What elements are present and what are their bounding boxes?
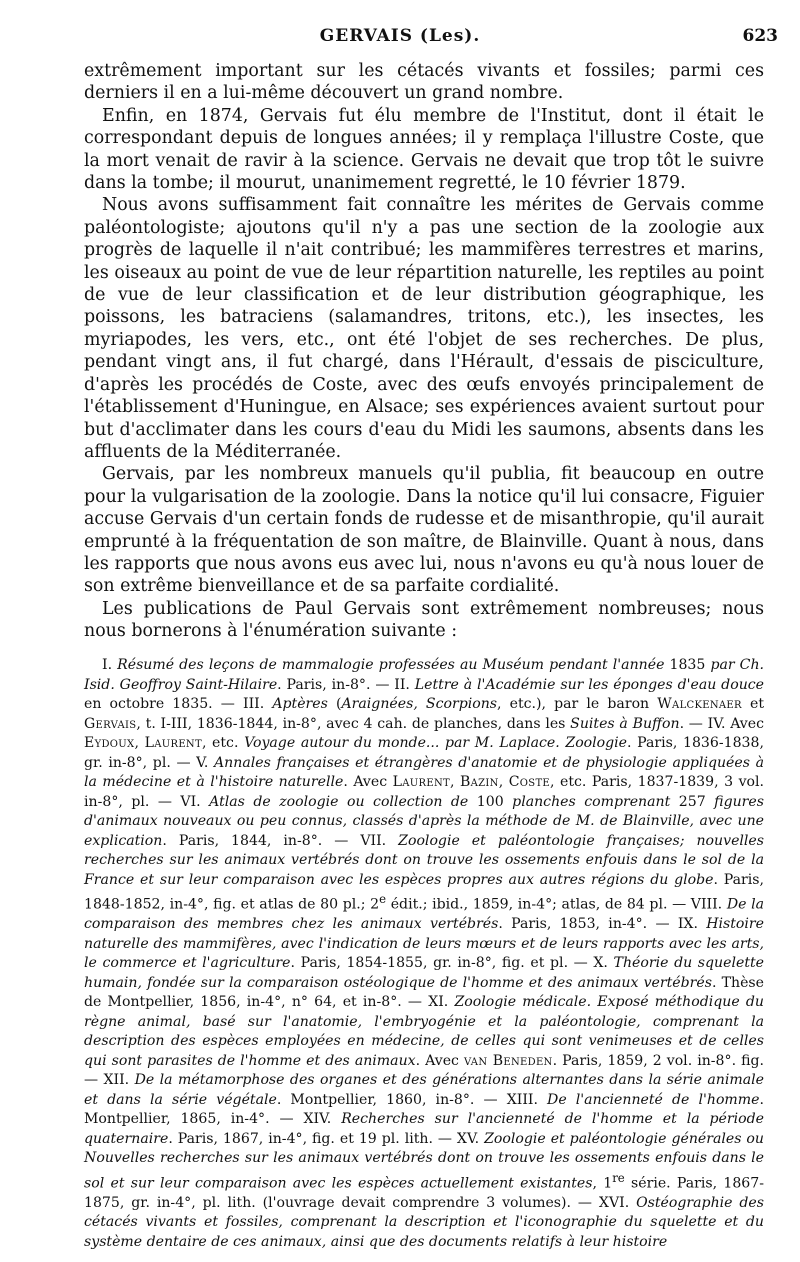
biblio-title: Aptères <box>272 696 328 712</box>
biblio-title: Théorie du squelette humain, fondée sur la comparaison ostéologique de l'homme et des animaux vertébrés <box>84 955 764 991</box>
biblio-text: et <box>741 696 764 712</box>
biblio-author: Coste <box>508 774 551 790</box>
bibliography <box>84 656 764 1252</box>
biblio-author: van Beneden <box>463 1052 553 1069</box>
biblio-text: , etc. Paris, 1837-1839, 3 vol. in-8°, pl. — VI. <box>84 774 765 810</box>
biblio-title: De la comparaison des membres chez les animaux vertébrés <box>84 896 765 933</box>
paragraph-4: Gervais, par les nombreux manuels qu'il publia, fit beaucoup en outre pour la vulgarisation de la zoologie. Dans la notice qu'il lui consacre, Figuier accuse Gervais d'un certain fonds de rudesse et de misanthropie, qu'il aurait emprunté à la fréquentation de son maître, de Blainville. Quant à nous, dans les rapports que nous avons eus avec lui, nous n'avons eu qu'à nous louer de son extrême bienveillance et de sa parfaite cordialité. <box>84 464 764 597</box>
biblio-title: par Ch. Isid. Geoffroy Saint-Hilaire <box>84 657 765 693</box>
bibliography-paragraph <box>84 656 764 1252</box>
biblio-text: . Paris, 1853, in-4°. — IX. <box>498 916 707 933</box>
biblio-title: Recherches sur l'ancienneté de l'homme et la période quaternaire <box>84 1111 764 1147</box>
biblio-author: Laurent <box>144 735 202 751</box>
body-text <box>84 60 764 643</box>
biblio-title: Résumé des leçons de mammalogie professées au Muséum pendant l'année <box>117 657 665 673</box>
biblio-text: , t. I-III, 1836-1844, in-8°, avec 4 cah. de planches, dans les <box>136 715 571 732</box>
biblio-text: . Paris, 1836-1838, gr. in-8°, pl. — V. <box>84 735 764 771</box>
biblio-text: en octobre 1835. — III. <box>84 696 273 712</box>
biblio-text: . Paris, 1854-1855, gr. in-8°, fig. et pl. — X. <box>290 955 614 972</box>
biblio-title: Zoologie et paléontologie générales ou Nouvelles recherches sur les animaux vertébrés dont on trouve les ossements enfouis dans le sol et sur leur comparaison avec les espèces actuellement existantes <box>84 1130 764 1192</box>
biblio-title: figures d'animaux nouveaux ou peu connus, classés d'après la méthode de M. de Blainville, avec une explication <box>84 793 764 849</box>
biblio-title: Araignées, Scorpions <box>341 696 498 712</box>
biblio-title: De la métamorphose des organes et des générations alternantes dans la série animale et dans la série végétale <box>84 1072 764 1108</box>
biblio-text: série. Paris, 1867-1875, gr. in-4°, pl. lith. (l'ouvrage devait comprendre 3 volumes). — XVI. <box>84 1175 764 1211</box>
biblio-title: Histoire naturelle des mammifères, avec l'indication de leurs mœurs et de leurs rapports avec les arts, le commerce et l'agriculture <box>84 916 764 972</box>
biblio-text: , 1 <box>592 1175 613 1192</box>
biblio-superscript: re <box>612 1170 625 1185</box>
biblio-text: . Avec <box>415 1052 464 1069</box>
biblio-text: . — IV. Avec <box>679 715 764 732</box>
biblio-title: De l'ancienneté de l'homme <box>547 1091 760 1108</box>
biblio-text: , <box>134 735 145 751</box>
biblio-author: Eydoux <box>84 735 135 751</box>
biblio-author: Bazin <box>459 774 499 790</box>
page-number: 623 <box>742 26 778 46</box>
biblio-text: . Paris, 1848-1852, in-4°, fig. et atlas de 80 pl.; 2 <box>84 871 764 913</box>
biblio-text: . Paris, 1859, 2 vol. in-8°. fig. — XII. <box>84 1052 764 1089</box>
biblio-text: , etc.), par le baron <box>497 696 658 712</box>
biblio-text: , etc. <box>201 735 245 751</box>
biblio-text: . Paris, 1867, in-4°, fig. et 19 pl. lith. — XV. <box>168 1130 485 1147</box>
paragraph-5: Les publications de Paul Gervais sont extrêmement nombreuses; nous nous bornerons à l'énumération suivante : <box>84 598 764 642</box>
paragraph-1: extrêmement important sur les cétacés vivants et fossiles; parmi ces derniers il en a lui-même découvert un grand nombre. <box>84 61 764 104</box>
biblio-title: planches comprenant <box>512 793 671 810</box>
biblio-title: Suites à Buffon <box>570 715 680 732</box>
biblio-text: 1835 <box>664 657 711 673</box>
biblio-title: Lettre à l'Académie sur les éponges d'eau douce <box>414 676 765 693</box>
paragraph-3: Nous avons suffisamment fait connaître les mérites de Gervais comme paléontologiste; ajoutons qu'il n'y a pas une section de la zoologie aux progrès de laquelle il n'ait contribué; les mammifères terrestres et marins, les oiseaux au point de vue de leur répartition naturelle, les reptiles au point de vue de leur classification et de leur distribution géographique, les poissons, les batraciens (salamandres, tritons, etc.), les insectes, les myriapodes, les vers, etc., ont été l'objet de ses recherches. De plus, pendant vingt ans, il fut chargé, dans l'Hérault, d'essais de pisciculture, d'après les procédés de Coste, avec des œufs envoyés principalement de l'établissement d'Huningue, en Alsace; ses expériences avaient surtout pour but d'acclimater dans les cours d'eau du Midi les saumons, absents dans les affluents de la Méditerranée. <box>84 195 764 462</box>
page-header <box>0 26 800 50</box>
biblio-text: . Montpellier, 1860, in-8°. — XIII. <box>276 1091 548 1108</box>
biblio-title: Annales françaises et étrangères d'anatomie et de physiologie appliquées à la médecine et à l'histoire naturelle <box>84 754 764 790</box>
biblio-text: . Thèse de Montpellier, 1856, in-4°, n° 64, et in-8°. — XI. <box>84 974 764 1011</box>
biblio-author: Gervais <box>84 715 137 732</box>
running-head: GERVAIS (Les). <box>319 26 481 46</box>
biblio-title: Voyage autour du monde... par M. Laplace. Zoologie <box>244 735 628 751</box>
biblio-text: , <box>449 774 460 790</box>
biblio-title: Zoologie et paléontologie françaises; nouvelles recherches sur les animaux vertébrés dont on trouve les ossements enfouis dans le sol de la France et sur leur comparaison avec les espèces propres aux autres régions du globe <box>84 832 764 888</box>
paragraph-2: Enfin, en 1874, Gervais fut élu membre de l'Institut, dont il était le correspondant depuis de longues années; il y remplaça l'illustre Coste, que la mort venait de ravir à la science. Gervais ne devait que trop tôt le suivre dans la tombe; il mourut, unanimement regretté, le 10 février 1879. <box>84 105 764 194</box>
biblio-author: Laurent <box>392 774 450 790</box>
biblio-title: Zoologie médicale. Exposé méthodique du règne animal, basé sur l'anatomie, l'embryogénie et la paléontologie, comprenant la description des espèces employées en médecine, de celles qui sont venimeuses et de celles qui sont parasites de l'homme et des animaux <box>84 994 764 1069</box>
biblio-title: Ostéographie des cétacés vivants et fossiles, comprenant la description et l'iconographie du squelette et du système dentaire de ces animaux, ainsi que des documents relatifs à leur histoire <box>84 1194 764 1250</box>
biblio-text: . Paris, 1844, in-8°. — VII. <box>162 832 399 849</box>
biblio-text: édit.; ibid., 1859, in-4°; atlas, de 84 pl. — VIII. <box>386 896 727 913</box>
biblio-text: 257 <box>670 793 715 810</box>
biblio-text: . Montpellier, 1865, in-4°. — XIV. <box>84 1091 764 1128</box>
biblio-superscript: e <box>379 892 387 906</box>
biblio-text: . Avec <box>343 774 393 790</box>
biblio-text: 100 <box>468 793 513 810</box>
biblio-text: I. <box>102 657 118 673</box>
biblio-text: , <box>498 774 509 790</box>
biblio-text: . Paris, in-8°. — II. <box>277 676 415 693</box>
biblio-text: ( <box>327 696 342 712</box>
biblio-title: Atlas de zoologie ou collection de <box>209 793 469 810</box>
biblio-author: Walckenaer <box>657 696 742 712</box>
